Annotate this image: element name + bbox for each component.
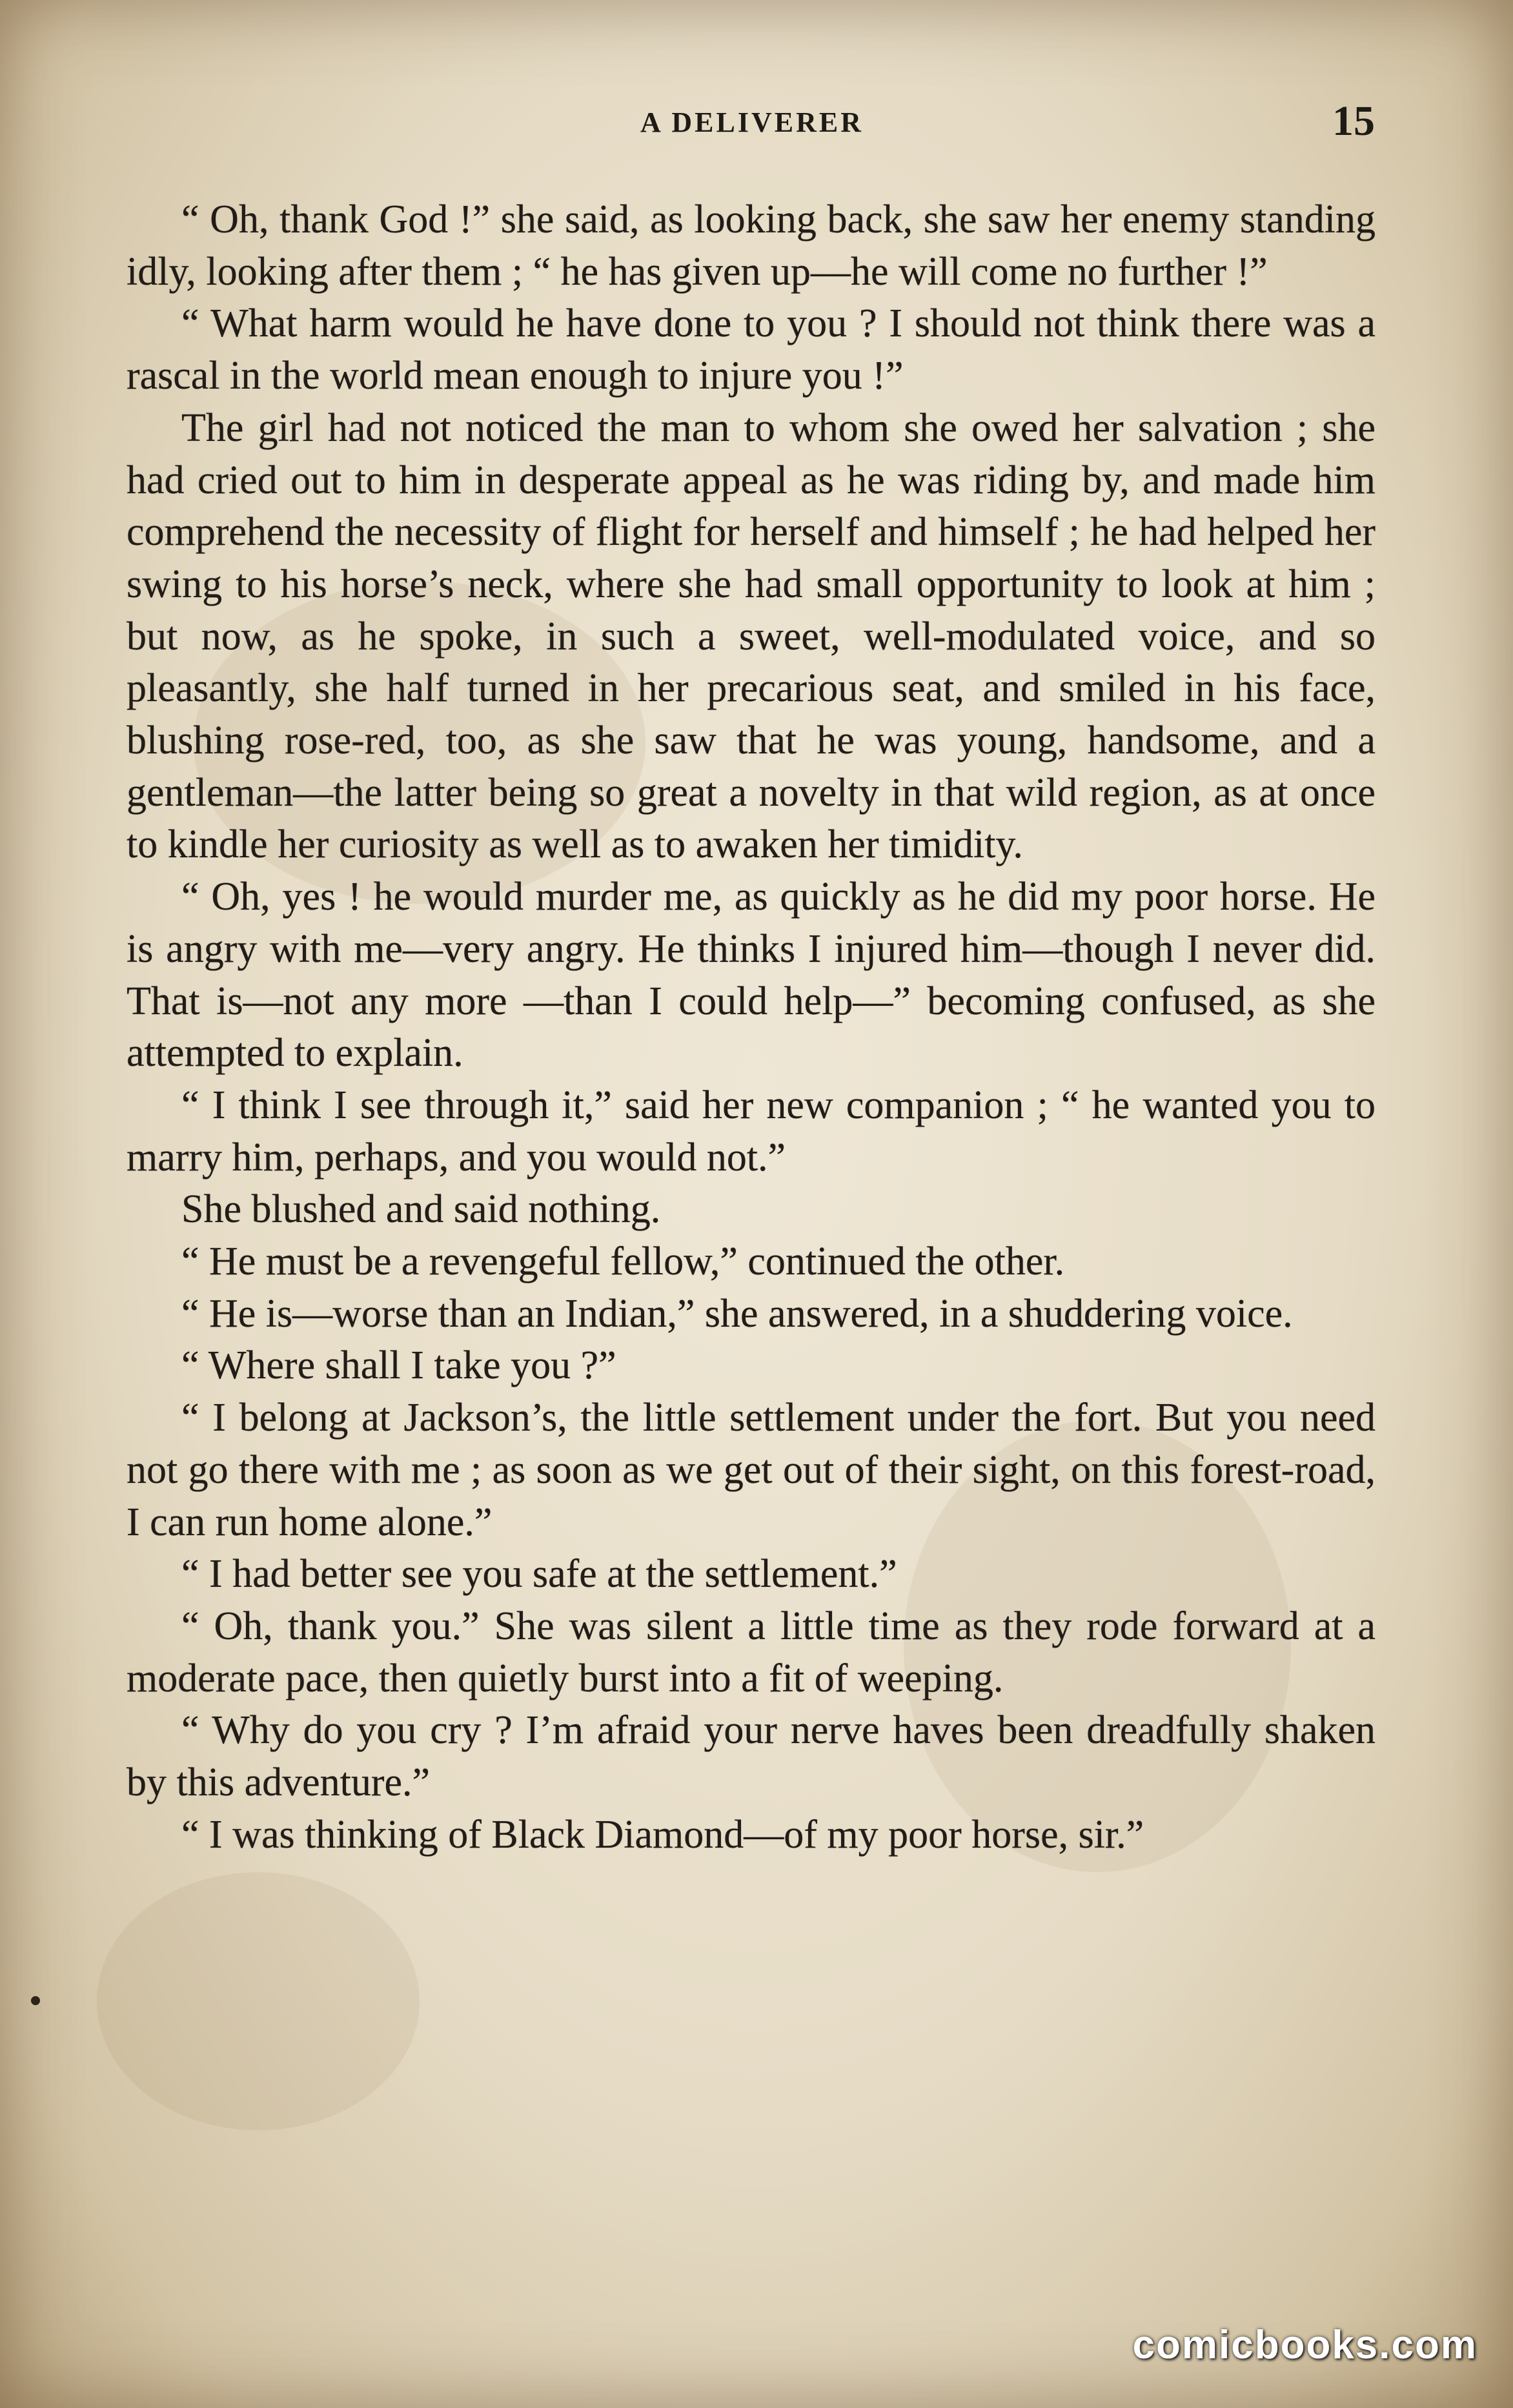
paper-stain bbox=[97, 1872, 420, 2130]
paragraph: “ He must be a revengeful fellow,” continued the other. bbox=[181, 1240, 1065, 1284]
watermark: comicbooks.com bbox=[1132, 2323, 1477, 2367]
page-header bbox=[129, 97, 1375, 148]
paragraph: “ He is—worse than an Indian,” she answered, in a shuddering voice. bbox=[181, 1291, 1293, 1336]
paragraph: The girl had not noticed the man to whom she owed her salvation ; she had cried out to him in desperate appeal as he was riding by, and made him comprehend the necessity of flight for herself and himself ; he had helped her swing to his horse’s neck, where she had small opportunity to look at him ; but now, as he spoke, in such a sweet, well-modulated voice, and so pleasantly, she half turned in her precarious seat, and smiled in his face, blushing rose-red, too, as she saw that he was young, handsome, and a gentleman—the latter being so great a novelty in that wild region, as at once to kindle her curiosity as well as to awaken her timidity. bbox=[127, 405, 1376, 867]
paragraph: “ I think I see through it,” said her new companion ; “ he wanted you to marry him, perhaps, and you would not.” bbox=[127, 1083, 1376, 1179]
paragraph: “ I had better see you safe at the settlement.” bbox=[181, 1552, 897, 1597]
paragraph: “ Where shall I take you ?” bbox=[181, 1343, 616, 1388]
paragraph: “ What harm would he have done to you ? I should not think there was a rascal in the world mean enough to injure you !” bbox=[127, 301, 1376, 398]
paragraph: “ Oh, yes ! he would murder me, as quickly as he did my poor horse. He is angry with me—very angry. He thinks I injured him—though I never did. That is—not any more —than I could help—” becoming confused, as she attempted to explain. bbox=[127, 875, 1376, 1076]
ink-spot bbox=[31, 1996, 40, 2005]
paragraph: She blushed and said nothing. bbox=[181, 1187, 661, 1232]
paragraph: “ Oh, thank you.” She was silent a little time as they rode forward at a moderate pace, then quietly burst into a fit of weeping. bbox=[127, 1604, 1376, 1700]
running-title: A DELIVERER bbox=[640, 107, 864, 138]
paragraph: “ Oh, thank God !” she said, as looking back, she saw her enemy standing idly, looking after them ; “ he has given up—he will come no further !” bbox=[127, 198, 1376, 294]
paragraph: “ I belong at Jackson’s, the little settlement under the fort. But you need not go there with me ; as soon as we get out of their sight, on this forest-road, I can run home alone.” bbox=[127, 1396, 1376, 1544]
paragraph: “ I was thinking of Black Diamond—of my poor horse, sir.” bbox=[181, 1812, 1144, 1857]
body-text bbox=[127, 194, 1376, 1861]
paragraph: “ Why do you cry ? I’m afraid your nerve haves been dreadfully shaken by this adventure.” bbox=[127, 1708, 1376, 1805]
page-number: 15 bbox=[1332, 97, 1375, 145]
